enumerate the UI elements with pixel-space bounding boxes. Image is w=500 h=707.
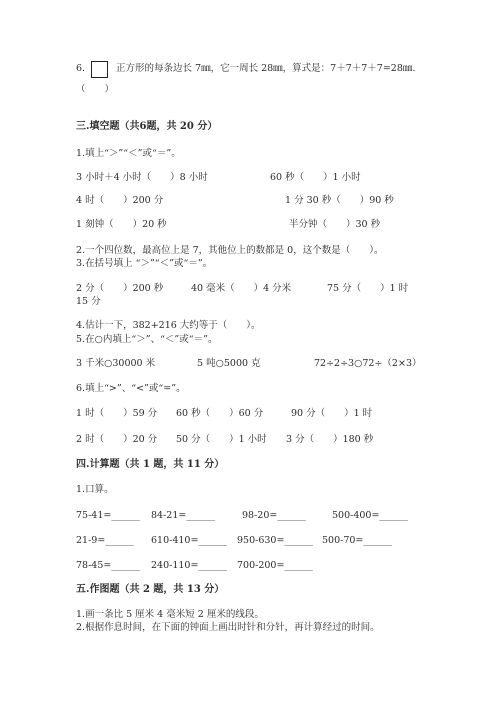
calc-item: 78-45=______ [76,560,140,571]
question-text: 2.根据作息时间，在下面的钟面上画出时针和分针，再计算经过的时间。 [76,622,380,633]
fill-item: 60 秒（ ）1 小时 [270,172,361,183]
question-prompt: 1.口算。 [76,484,114,495]
calc-item: 610-410=______ [151,535,227,546]
fill-item: 1 分 30 秒（ ）90 秒 [285,195,394,206]
question-text: 1.画一条比 5 厘米 4 毫米短 2 厘米的线段。 [76,609,264,620]
fill-item: 2 时（ ）20 分 [76,434,158,445]
fill-item: 1 时（ ）59 分 [76,408,158,419]
square-figure [91,61,108,78]
question-prompt: 1.填上“＞”“＜”或“＝”。 [76,148,181,159]
fill-item: 60 秒（ ）60 分 [176,408,264,419]
question-text: 2.一个四位数，最高位上是 7，其他位上的数都是 0，这个数是（ ）。 [76,245,384,256]
section-heading: 三.填空题（共6题，共 20 分） [76,121,218,132]
section-heading: 五.作图题（共 2 题，共 13 分） [76,584,225,595]
compare-item: 5 吨○5000 克 [197,358,261,369]
calc-item: 500-400=______ [332,510,408,521]
question-text: 正方形的每条边长 7㎜，它一周长 28㎜，算式是：7＋7＋7＋7=28㎜. [116,63,416,74]
calc-item: 84-21=______ [151,510,215,521]
question-prompt: 5.在○内填上“＞”、“＜”或“＝”。 [76,334,218,345]
calc-item: 75-41=______ [76,510,140,521]
answer-paren: （ ） [76,84,115,95]
question-number: 6. [76,63,86,74]
calc-item: 700-200=______ [237,560,313,571]
question-prompt: 3.在括号填上 “＞”“＜”或“＝”。 [76,258,213,269]
calc-item: 500-70=______ [322,535,392,546]
calc-item: 950-630=______ [237,535,313,546]
calc-item: 21-9=______ [76,535,134,546]
fill-item: 1 刻钟（ ）20 秒 [76,219,167,230]
fill-item-wrap: 15 分 [76,296,101,307]
question-prompt: 6.填上“>”、“<”或“=”。 [76,383,186,394]
fill-item: 半分钟（ ）30 秒 [289,219,381,230]
section-heading: 四.计算题（共 1 题，共 11 分） [76,459,225,470]
calc-item: 98-20=______ [242,510,306,521]
compare-item: 3 千米○30000 米 [76,358,156,369]
compare-item: 72÷2÷3○72÷（2×3） [314,358,422,369]
question-text: 4.估计一下，382+216 大约等于（ ）。 [76,320,261,331]
fill-item: 3 分（ ）180 秒 [286,434,374,445]
fill-item: 50 分（ ）1 小时 [176,434,267,445]
fill-item: 40 毫米（ ）4 分米 [191,283,292,294]
calc-item: 240-110=______ [151,560,227,571]
fill-item: 3 小时＋4 小时（ ）8 小时 [76,172,208,183]
fill-item: 90 分（ ）1 时 [291,408,373,419]
fill-item: 2 分（ ）200 秒 [76,283,164,294]
fill-item: 75 分（ ）1 时 [327,283,409,294]
fill-item: 4 时（ ）200 分 [76,195,164,206]
